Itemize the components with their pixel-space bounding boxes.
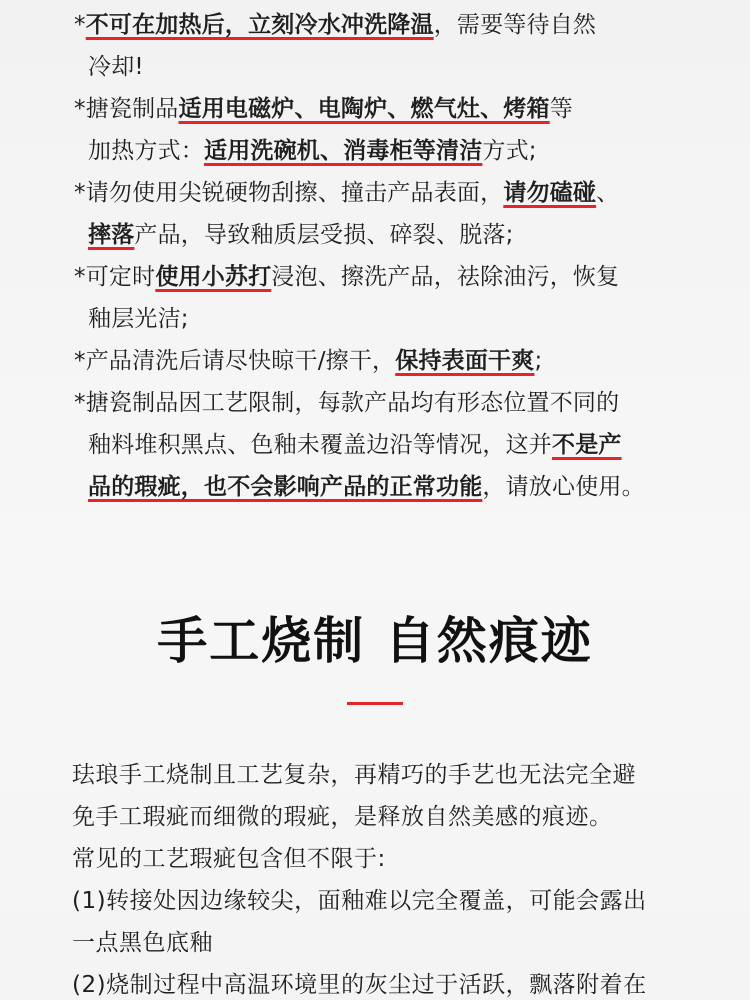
- body-line: 免手工瑕疵而细微的瑕疵，是释放自然美感的痕迹。: [72, 804, 613, 830]
- highlighted-text: 适用电磁炉、电陶炉、燃气灶、烤箱: [178, 96, 550, 122]
- section-title: 手工烧制 自然痕迹: [157, 612, 593, 670]
- care-note-line: [74, 4, 596, 46]
- body-line: (2)烧制过程中高温环境里的灰尘过于活跃，飘落附着在: [72, 972, 647, 998]
- body-line: 常见的工艺瑕疵包含但不限于:: [72, 846, 386, 872]
- title-accent-rule: [347, 702, 403, 705]
- note-text: *可定时: [74, 264, 156, 290]
- care-note: [74, 340, 542, 382]
- body-line: (1)转接处因边缘较尖，面釉难以完全覆盖，可能会露出: [72, 888, 647, 914]
- highlighted-text: 不可在加热后，立刻冷水冲洗降温: [85, 12, 434, 38]
- note-text: 加热方式：: [88, 138, 204, 164]
- note-text: *搪瓷制品: [74, 96, 179, 122]
- care-note-line: [74, 130, 573, 172]
- note-text: 釉料堆积黑点、色釉未覆盖边沿等情况，这并: [88, 432, 552, 458]
- note-text: 、: [596, 180, 620, 206]
- note-text: *请勿使用尖锐硬物刮擦、撞击产品表面，: [74, 180, 504, 206]
- note-text: *产品清洗后请尽快晾干/擦干，: [74, 348, 396, 374]
- care-note-line: [74, 88, 573, 130]
- body-line: 珐琅手工烧制且工艺复杂，再精巧的手艺也无法完全避: [72, 762, 636, 788]
- note-text: 方式;: [482, 138, 537, 164]
- highlighted-text: 品的瑕疵，也不会影响产品的正常功能: [88, 474, 483, 500]
- care-note: [74, 4, 596, 88]
- note-text: 釉层光洁;: [88, 306, 189, 332]
- care-note: [74, 256, 619, 340]
- body-line: 一点黑色底釉: [72, 930, 213, 956]
- care-note-line: [74, 466, 645, 508]
- note-text: 产品，导致釉质层受损、碎裂、脱落;: [134, 222, 514, 248]
- care-note-line: [74, 382, 645, 424]
- highlighted-text: 请勿磕碰: [503, 180, 597, 206]
- care-note-line: [74, 298, 619, 340]
- note-text: ，需要等待自然: [433, 12, 597, 38]
- note-text: 浸泡、擦洗产品，祛除油污，恢复: [271, 264, 620, 290]
- care-note-line: [74, 172, 619, 214]
- highlighted-text: 摔落: [88, 222, 135, 248]
- care-note-line: [74, 46, 596, 88]
- highlighted-text: 保持表面干爽: [395, 348, 535, 374]
- care-note: [74, 382, 645, 508]
- note-text: 冷却!: [88, 54, 144, 80]
- care-note: [74, 172, 619, 256]
- highlighted-text: 适用洗碗机、消毒柜等清洁: [204, 138, 483, 164]
- note-text: ，请放心使用。: [482, 474, 645, 500]
- note-text: 等: [549, 96, 573, 122]
- care-note: [74, 88, 573, 172]
- note-text: *搪瓷制品因工艺限制，每款产品均有形态位置不同的: [74, 390, 620, 416]
- note-text: *: [74, 12, 86, 38]
- highlighted-text: 使用小苏打: [155, 264, 272, 290]
- craft-description: [72, 754, 712, 1000]
- highlighted-text: 不是产: [552, 432, 622, 458]
- care-note-line: [74, 424, 645, 466]
- care-note-line: [74, 256, 619, 298]
- care-note-line: [74, 214, 619, 256]
- care-note-line: [74, 340, 542, 382]
- note-text: ;: [534, 348, 543, 374]
